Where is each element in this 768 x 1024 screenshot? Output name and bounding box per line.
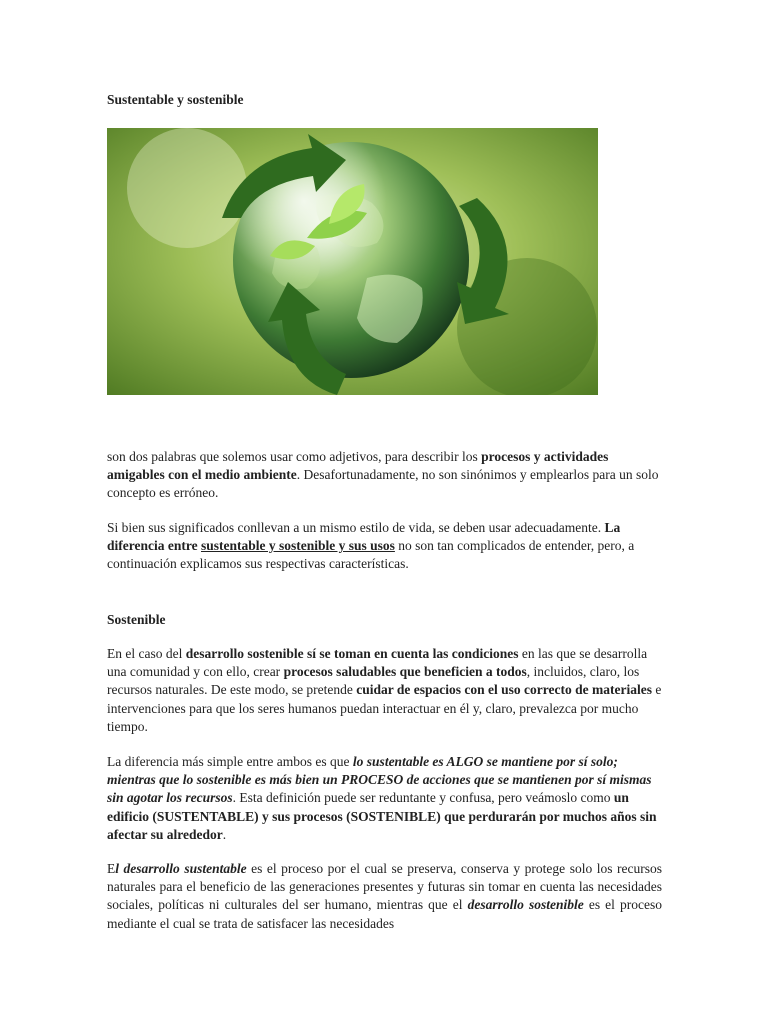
differences-link[interactable]: sustentable y sostenible y sus usos [200,538,395,554]
hero-image [107,128,598,395]
bold-text: procesos y actividades amigables con el medio ambiente [107,449,609,483]
text-run: . Esta definición puede ser reduntante y confusa, pero veámoslo como [232,790,614,806]
recycle-globe-illustration [107,128,598,395]
text-run: , incluidos, claro, los recursos naturales. De este modo, se pretende [107,664,640,698]
bold-italic-text: desarrollo sostenible [467,897,584,913]
text-run: La diferencia más simple entre ambos es que [107,754,353,769]
text-run: . Desafortunadamente, no son sinónimos y emplearlos para un solo concepto es erróneo. [107,467,659,501]
text-run: E [107,861,116,876]
text-run: . [222,826,227,842]
text-run: En el caso del [107,646,186,661]
text-run: es el proceso por el cual se preserva, conserva y protege solo los recursos naturales para el beneficio de las generaciones presentes y futuras sin tomar en cuenta las necesidades sociales, políticas ni culturales del ser humano, mientras que el [107,861,662,913]
bold-italic-text: lo sustentable es ALGO se mantiene por sí solo; mientras que lo sostenible es más bien un PROCESO de acciones que se mantienen por sí mismas sin agotar los recursos [107,754,652,806]
text-run: no son tan complicados de entender, pero, a continuación explicamos sus respectivas características. [107,538,635,572]
paragraph-desarrollo [107,860,662,933]
bold-text: La diferencia entre [107,520,621,554]
paragraph-intro [107,448,662,503]
text-run: son dos palabras que solemos usar como adjetivos, para describir los [107,449,482,464]
section-heading-sostenible: Sostenible [107,612,166,627]
text-run: en las que se desarrolla una comunidad y con ello, crear [107,646,648,680]
bold-text: desarrollo sostenible sí se toman en cuenta las condiciones [185,646,519,661]
bold-text: un edificio (SUSTENTABLE) y sus procesos (SOSTENIBLE) que perdurarán por muchos años sin afectar su alrededor [107,790,657,842]
page-title: Sustentable y sostenible [107,92,244,107]
paragraph-comparison [107,753,662,844]
text-run: e intervenciones para que los seres humanos puedan interactuar en él y, claro, prevalezca por mucho tiempo. [107,682,662,734]
bold-italic-text: l desarrollo sustentable [115,861,247,876]
text-run: Si bien sus significados conllevan a un mismo estilo de vida, se deben usar adecuadamente. [107,520,605,535]
paragraph-differences [107,519,662,574]
paragraph-sostenible [107,645,662,736]
bold-text: cuidar de espacios con el uso correcto de materiales [356,682,652,698]
text-run: es el proceso mediante el cual se trata de satisfacer las necesidades [107,897,662,931]
bold-text: procesos saludables que beneficien a todos [283,664,527,680]
